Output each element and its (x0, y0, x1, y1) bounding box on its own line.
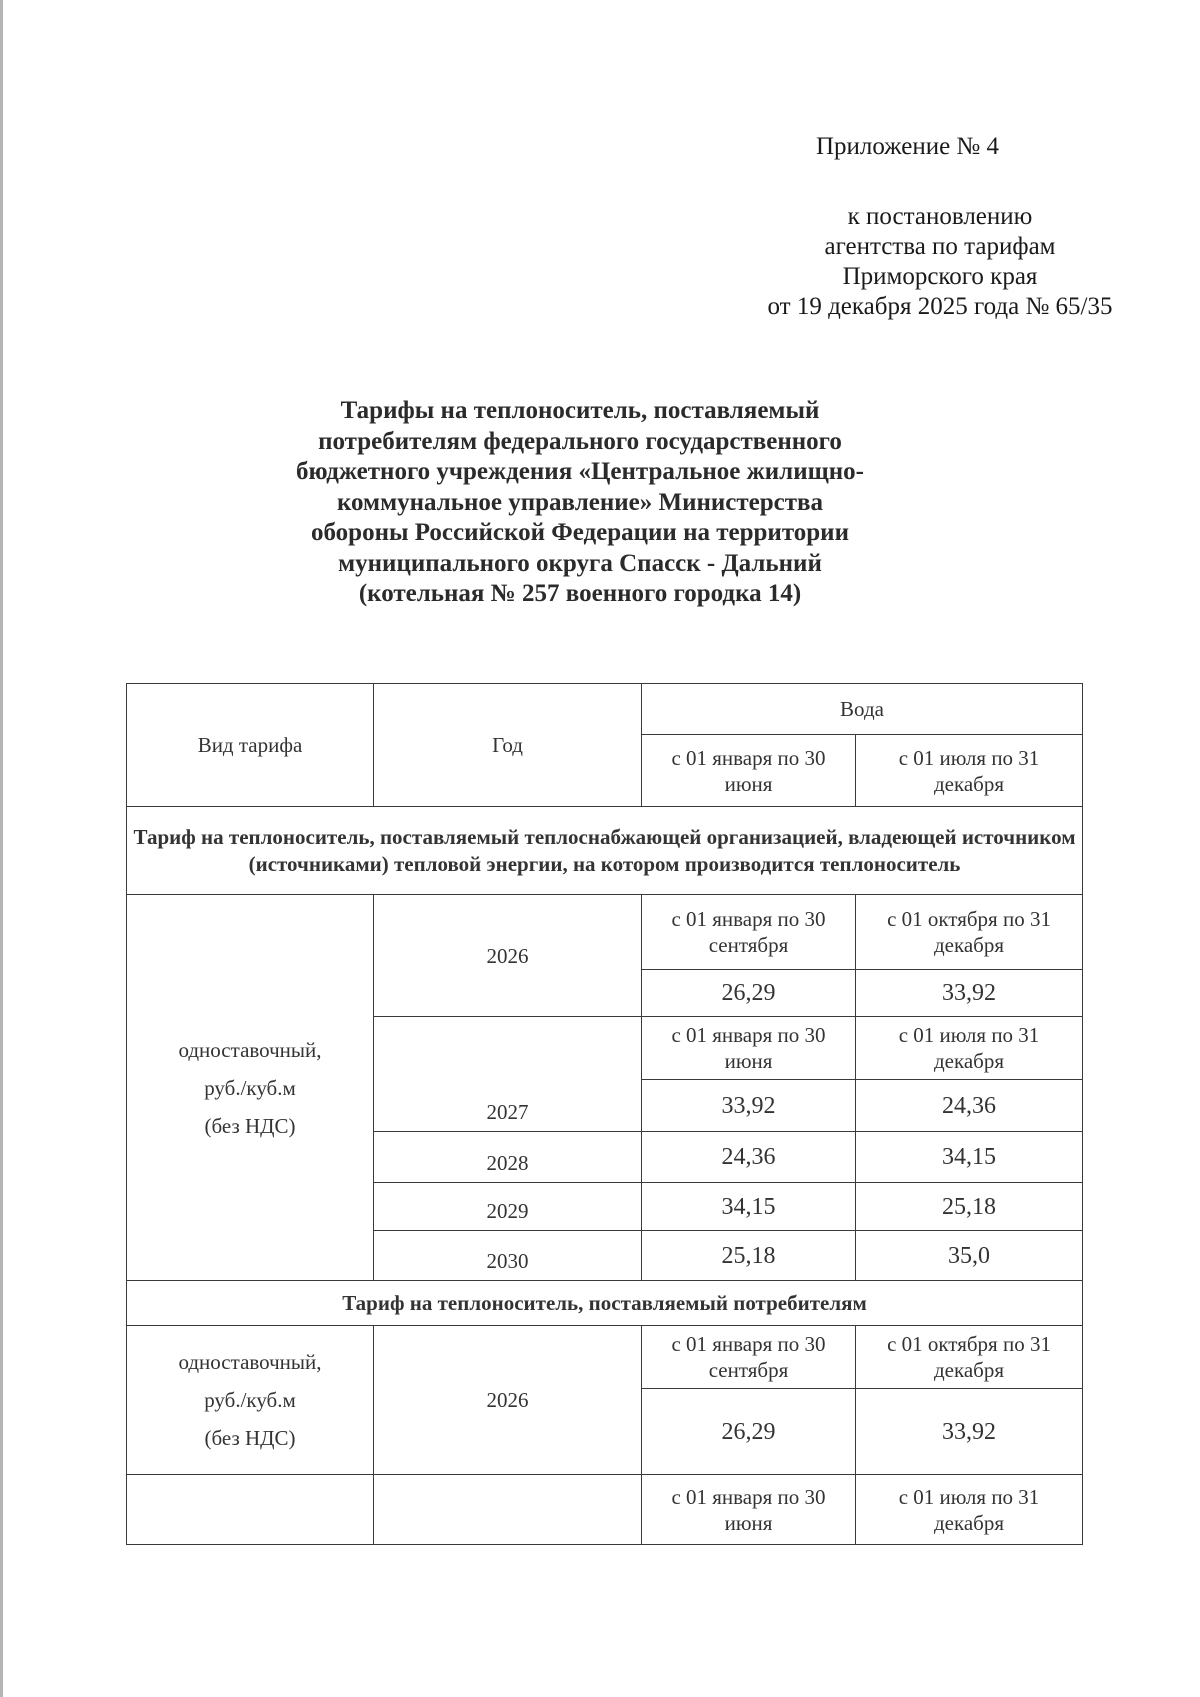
tariff-type-line: одноставочный, (178, 1350, 322, 1374)
tariff-type-line: руб./куб.м (204, 1075, 296, 1100)
basis-line: агентства по тарифам (824, 233, 1056, 260)
section-2-tariff-type (127, 1326, 374, 1475)
section-1-tariff-type (127, 895, 374, 1281)
title-line: бюджетного учреждения «Центральное жилищно- (296, 458, 864, 485)
period-cell: с 01 июля по 31 декабря (856, 1017, 1083, 1080)
col-header-period-1: с 01 января по 30 июня (642, 735, 856, 807)
tariff-type-line: руб./куб.м (204, 1388, 296, 1412)
appendix-number: Приложение № 4 (816, 133, 1000, 160)
tariff-type-line: (без НДС) (204, 1426, 296, 1450)
value-cell: 33,92 (642, 1080, 856, 1132)
value-cell: 34,15 (856, 1132, 1083, 1183)
year-cell: 2029 (374, 1183, 642, 1231)
col-header-water: Вода (642, 684, 1083, 735)
basis-line: к постановлению (847, 203, 1033, 230)
year-cell: 2030 (374, 1231, 642, 1281)
period-cell: с 01 января по 30 июня (642, 1017, 856, 1080)
value-cell: 25,18 (642, 1231, 856, 1281)
col-header-year: Год (374, 684, 642, 807)
year-cell: 2027 (374, 1017, 642, 1132)
basis-line: Приморского края (842, 263, 1038, 290)
value-cell: 34,15 (642, 1183, 856, 1231)
title-line: Тарифы на теплоноситель, поставляемый (340, 397, 820, 424)
tariff-type-line: одноставочный, (178, 1037, 322, 1062)
period-cell: с 01 октября по 31 декабря (856, 895, 1083, 970)
title-line: потребителям федерального государственного (318, 427, 842, 455)
empty-cell (127, 1475, 374, 1545)
period-cell: с 01 октября по 31 декабря (856, 1326, 1083, 1389)
value-cell: 24,36 (642, 1132, 856, 1183)
period-cell: с 01 июля по 31 декабря (856, 1475, 1083, 1545)
appendix-basis (740, 202, 1140, 322)
table-row (127, 1475, 1083, 1545)
period-cell: с 01 января по 30 сентября (642, 1326, 856, 1389)
year-cell: 2026 (374, 1326, 642, 1475)
tariff-type-line: (без НДС) (204, 1113, 296, 1138)
value-cell: 24,36 (856, 1080, 1083, 1132)
col-header-period-2: с 01 июля по 31 декабря (856, 735, 1083, 807)
period-cell: с 01 января по 30 июня (642, 1475, 856, 1545)
header-row (127, 684, 1083, 735)
title-line: коммунальное управление» Министерства (336, 488, 824, 516)
empty-cell (374, 1475, 642, 1545)
section-1-title: Тариф на теплоноситель, поставляемый теплоснабжающей организацией, владеющей источником (источниками) тепловой энергии, на котором производится теплоноситель (127, 807, 1083, 895)
title-line: (котельная № 257 военного городка 14) (358, 580, 802, 607)
value-cell: 33,92 (856, 1389, 1083, 1475)
value-cell: 33,92 (856, 970, 1083, 1017)
value-cell: 26,29 (642, 1389, 856, 1475)
period-cell: с 01 января по 30 сентября (642, 895, 856, 970)
section-row (127, 807, 1083, 895)
year-cell: 2026 (374, 895, 642, 1017)
title-line: муниципального округа Спасск - Дальний (338, 549, 822, 577)
table-row (127, 895, 1083, 970)
basis-line: от 19 декабря 2025 года № 65/35 (767, 293, 1113, 320)
year-cell: 2028 (374, 1132, 642, 1183)
tariff-table (126, 683, 1083, 1545)
table-row (127, 1326, 1083, 1389)
value-cell: 26,29 (642, 970, 856, 1017)
col-header-tariff-type: Вид тарифа (127, 684, 374, 807)
section-2-title: Тариф на теплоноситель, поставляемый потребителям (127, 1281, 1083, 1326)
value-cell: 25,18 (856, 1183, 1083, 1231)
section-row (127, 1281, 1083, 1326)
title-line: обороны Российской Федерации на территории (311, 519, 849, 546)
value-cell: 35,0 (856, 1231, 1083, 1281)
scan-left-edge (0, 0, 3, 1697)
document-title (220, 396, 940, 610)
